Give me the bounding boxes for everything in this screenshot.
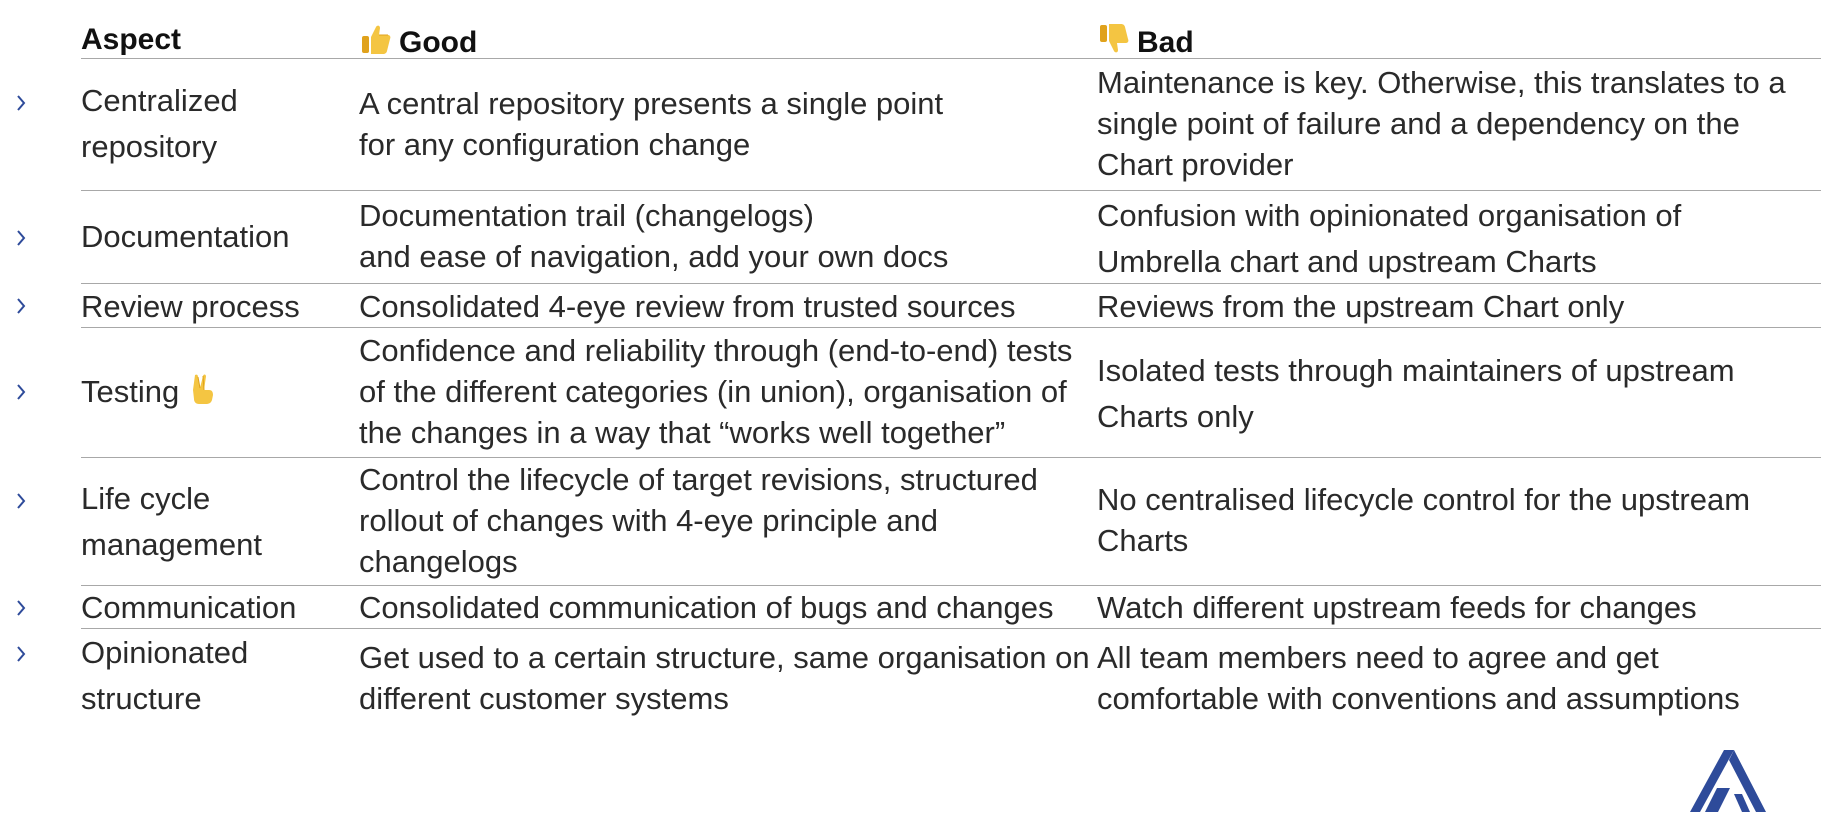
good-cell — [359, 587, 1054, 628]
header-good-label: Good — [399, 26, 478, 59]
aspect-cell — [81, 214, 290, 260]
aspect-line: Opinionated — [81, 635, 249, 670]
aspect-line: structure — [81, 681, 202, 716]
bad-cell — [1097, 348, 1735, 440]
bad-cell — [1097, 286, 1624, 327]
chevron-right-icon[interactable] — [14, 93, 28, 113]
bad-cell — [1097, 637, 1740, 719]
table-header — [81, 16, 1821, 59]
aspect-cell — [81, 369, 215, 415]
good-cell — [359, 286, 1015, 327]
chevron-right-icon[interactable] — [14, 644, 28, 664]
good-line: Consolidated communication of bugs and changes — [359, 590, 1054, 625]
victory-hand-icon — [189, 373, 215, 405]
bad-line: All team members need to agree and get — [1097, 640, 1659, 675]
table-row — [0, 328, 1831, 458]
table-row — [0, 586, 1831, 629]
bad-line: single point of failure and a dependency on the — [1097, 106, 1740, 141]
good-line: rollout of changes with 4-eye principle and — [359, 503, 939, 538]
bad-line: Maintenance is key. Otherwise, this translates to a — [1097, 65, 1786, 100]
good-line: Documentation trail (changelogs) — [359, 198, 814, 233]
good-cell — [359, 459, 1038, 582]
table-row — [0, 191, 1831, 284]
bad-line: Watch different upstream feeds for changes — [1097, 590, 1697, 625]
aspect-cell — [81, 630, 248, 722]
good-line: Confidence and reliability through (end-to-end) tests — [359, 333, 1073, 368]
thumbs-up-icon — [359, 22, 393, 56]
chevron-right-icon[interactable] — [14, 491, 28, 511]
good-cell — [359, 83, 943, 165]
aspect-line: Review process — [81, 289, 300, 324]
good-line: different customer systems — [359, 681, 729, 716]
good-cell — [359, 330, 1072, 453]
good-line: of the different categories (in union), organisation of — [359, 374, 1067, 409]
bad-line: comfortable with conventions and assumptions — [1097, 681, 1740, 716]
aspect-line — [81, 369, 215, 415]
bad-line: Umbrella chart and upstream Charts — [1097, 244, 1597, 279]
good-line: A central repository presents a single point — [359, 86, 944, 121]
good-line: Get used to a certain structure, same organisation on — [359, 640, 1090, 675]
testing-label: Testing — [81, 374, 180, 409]
good-cell — [359, 637, 1090, 719]
aspect-line: Communication — [81, 590, 297, 625]
aspect-cell — [81, 585, 296, 631]
good-line: Control the lifecycle of target revisions, structured — [359, 462, 1038, 497]
bad-cell — [1097, 193, 1681, 285]
chevron-right-icon[interactable] — [14, 382, 28, 402]
bad-line: Confusion with opinionated organisation of — [1097, 198, 1682, 233]
bad-cell — [1097, 479, 1750, 561]
good-line: changelogs — [359, 544, 518, 579]
chevron-right-icon[interactable] — [14, 296, 28, 316]
header-bad — [1097, 22, 1194, 61]
aspect-line: Documentation — [81, 219, 290, 254]
bad-cell — [1097, 62, 1786, 185]
header-bad-label: Bad — [1137, 26, 1194, 59]
thumbs-down-icon — [1097, 22, 1131, 56]
bad-line: Charts only — [1097, 399, 1254, 434]
aspect-cell — [81, 78, 238, 170]
table-row — [0, 58, 1831, 191]
bad-line: Chart provider — [1097, 147, 1294, 182]
aspect-cell — [81, 284, 300, 330]
aspect-line: management — [81, 527, 262, 562]
chevron-right-icon[interactable] — [14, 598, 28, 618]
good-line: and ease of navigation, add your own docs — [359, 239, 949, 274]
bad-line: Isolated tests through maintainers of upstream — [1097, 353, 1735, 388]
good-line: for any configuration change — [359, 127, 751, 162]
chevron-right-icon[interactable] — [14, 228, 28, 248]
good-line: Consolidated 4-eye review from trusted sources — [359, 289, 1016, 324]
table-row — [0, 284, 1831, 328]
company-logo — [1690, 748, 1766, 814]
header-good — [359, 22, 477, 61]
header-aspect: Aspect — [81, 23, 182, 56]
good-cell — [359, 195, 948, 277]
table-row — [0, 629, 1831, 725]
table-row — [0, 458, 1831, 586]
good-line: the changes in a way that “works well together” — [359, 415, 1006, 450]
bad-line: Charts — [1097, 523, 1189, 558]
bad-line: No centralised lifecycle control for the upstream — [1097, 482, 1751, 517]
bad-line: Reviews from the upstream Chart only — [1097, 289, 1625, 324]
aspect-line: Centralized — [81, 83, 238, 118]
bad-cell — [1097, 587, 1697, 628]
aspect-line: repository — [81, 129, 218, 164]
aspect-cell — [81, 476, 262, 568]
aspect-line: Life cycle — [81, 481, 211, 516]
